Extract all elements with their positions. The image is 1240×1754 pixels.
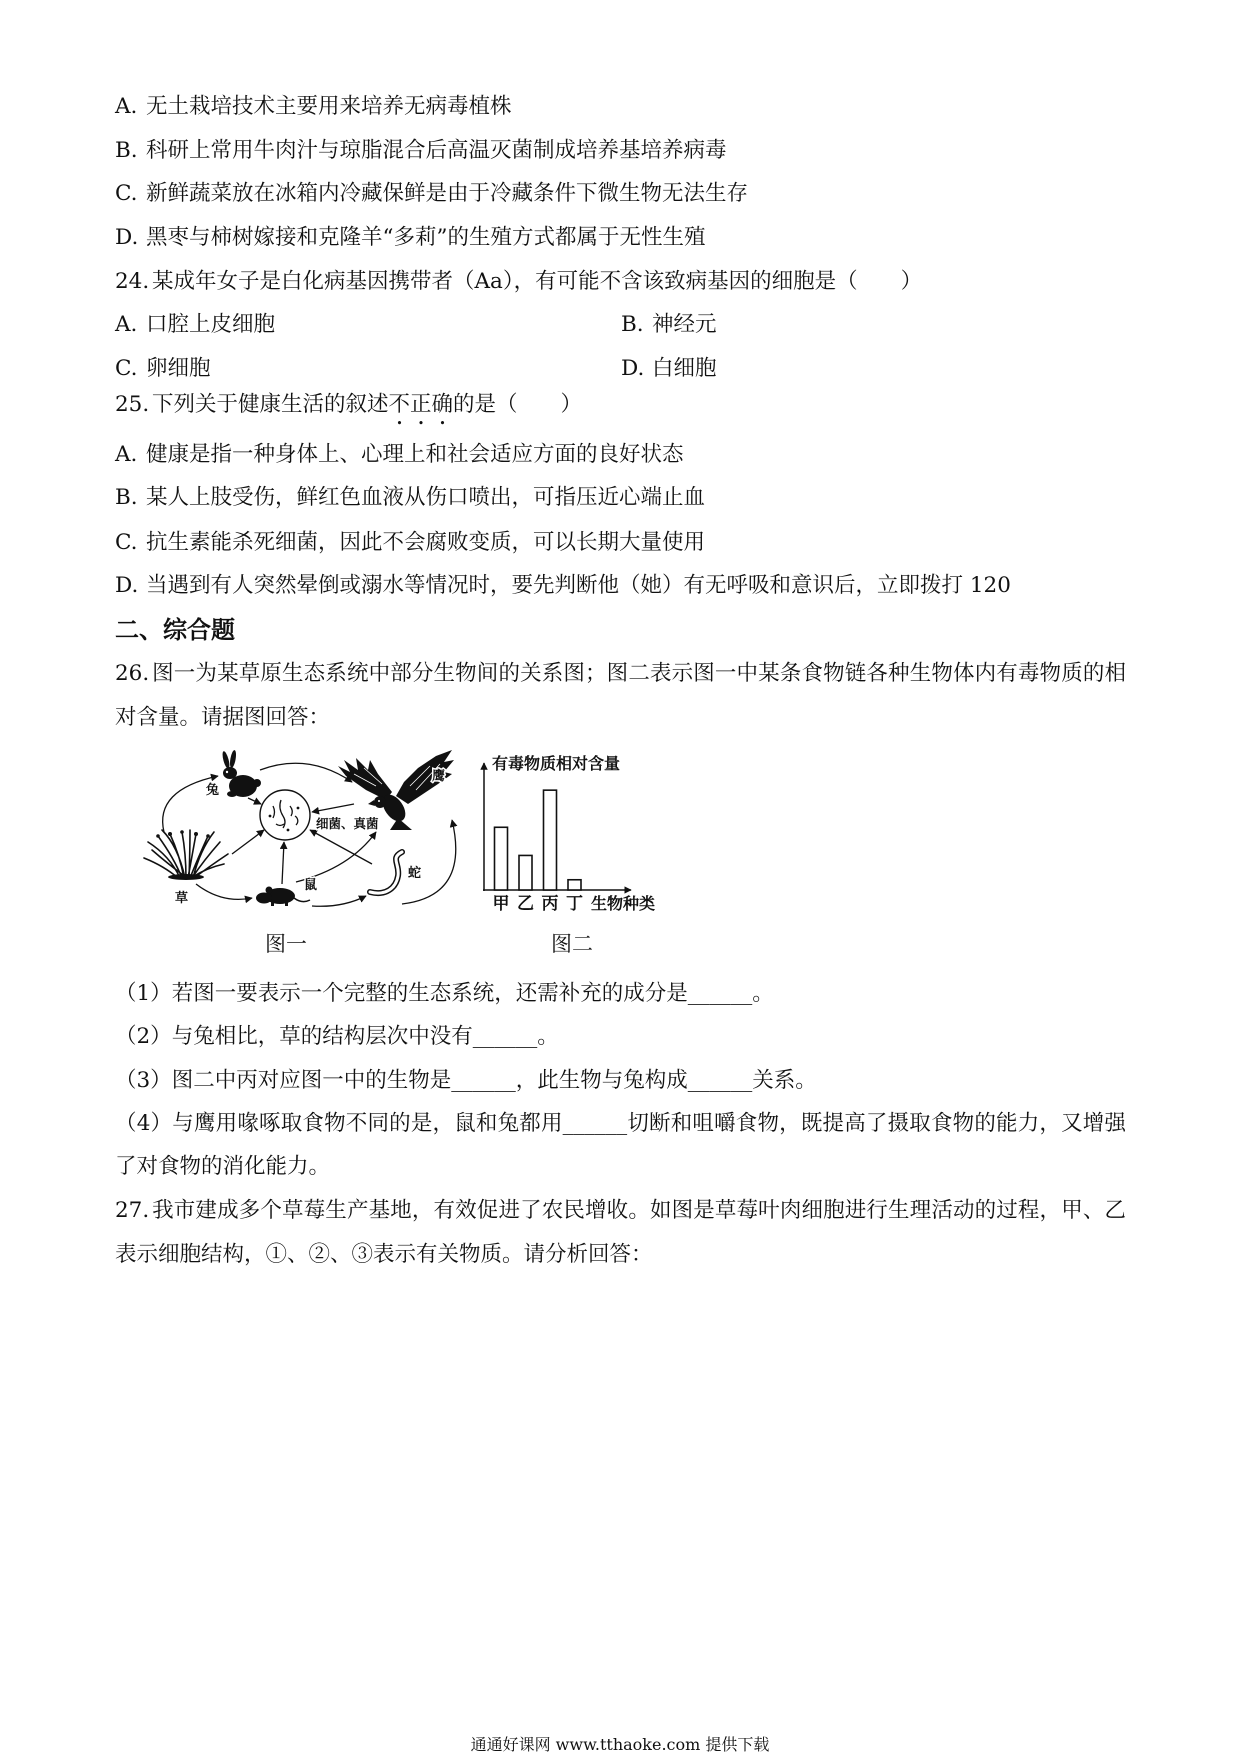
sub-question-label: （2） bbox=[115, 1024, 172, 1049]
q26-stem-line-1 bbox=[115, 661, 1126, 687]
option-label: A. bbox=[115, 94, 138, 119]
decomposers-drawing bbox=[260, 790, 310, 840]
x-tick-label: 丁 bbox=[566, 894, 583, 914]
option-text: 某人上肢受伤，鲜红色血液从伤口喷出，可指压近心端止血 bbox=[146, 485, 706, 510]
q24-option-d bbox=[621, 356, 717, 382]
option-label: D. bbox=[115, 225, 139, 250]
arrow-mouse-to-decomposers bbox=[282, 842, 284, 884]
section-title: 二、综合题 bbox=[115, 615, 235, 644]
question-number: 26. bbox=[115, 661, 150, 686]
x-tick-label: 丙 bbox=[541, 894, 559, 914]
sub-question-text: 图二中丙对应图一中的生物是______，此生物与兔构成______关系。 bbox=[171, 1068, 817, 1093]
sub-question-label: （3） bbox=[115, 1068, 172, 1093]
bar-2 bbox=[519, 855, 532, 890]
question-number: 25. bbox=[115, 392, 150, 417]
q26-sub-4-line-2: 了对食物的消化能力。 bbox=[115, 1154, 331, 1179]
option-label: A. bbox=[115, 312, 138, 337]
option-text: 新鲜蔬菜放在冰箱内冷藏保鲜是由于冷藏条件下微生物无法生存 bbox=[146, 181, 749, 206]
question-text: 某成年女子是白化病基因携带者（Aa），有可能不含该致病基因的细胞是（ ） bbox=[152, 269, 923, 294]
food-web-diagram bbox=[140, 746, 465, 912]
q23-option-d bbox=[115, 225, 706, 251]
q26-sub-4-line-1 bbox=[115, 1111, 1126, 1137]
sub-question-label: （4） bbox=[115, 1111, 173, 1136]
option-text: 神经元 bbox=[652, 312, 717, 337]
chart-marks bbox=[493, 790, 584, 914]
arrow-rabbit-to-eagle bbox=[260, 763, 352, 782]
question-number: 27. bbox=[115, 1198, 150, 1223]
mouse-drawing bbox=[256, 887, 310, 907]
question-text: 下列关于健康生活的叙述 bbox=[152, 392, 389, 417]
option-label: C. bbox=[115, 181, 138, 206]
arrow-mouse-to-eagle bbox=[296, 832, 376, 882]
q27-stem-line-1 bbox=[115, 1198, 1126, 1224]
x-tick-label: 甲 bbox=[492, 894, 510, 914]
option-label: C. bbox=[115, 356, 138, 381]
q23-option-a bbox=[115, 94, 512, 120]
bar-1 bbox=[495, 827, 508, 890]
q24-option-c bbox=[115, 356, 211, 382]
q25-option-d bbox=[115, 573, 1011, 599]
label-snake: 蛇 bbox=[408, 866, 422, 881]
arrow-snake-to-eagle bbox=[402, 820, 456, 904]
arrow-mouse-to-snake bbox=[312, 896, 366, 906]
snake-drawing bbox=[370, 852, 402, 893]
q25-option-c bbox=[115, 530, 705, 556]
option-text: 白细胞 bbox=[652, 356, 717, 381]
option-text: 卵细胞 bbox=[146, 356, 211, 381]
q25-stem bbox=[115, 392, 582, 430]
question-number: 24. bbox=[115, 269, 150, 294]
sub-question-text: 与兔相比，草的结构层次中没有______。 bbox=[171, 1024, 559, 1049]
q27-stem-line-2: 表示细胞结构，①、②、③表示有关物质。请分析回答： bbox=[115, 1242, 653, 1267]
q25-option-b bbox=[115, 485, 705, 511]
q23-option-b bbox=[115, 138, 727, 164]
sub-question-label: （1） bbox=[115, 981, 172, 1006]
arrow-grass-to-mouse bbox=[196, 884, 252, 899]
q24-option-a bbox=[115, 312, 275, 338]
option-label: B. bbox=[621, 312, 644, 337]
option-label: D. bbox=[621, 356, 645, 381]
arrow-grass-to-decomposers bbox=[232, 830, 264, 854]
q25-option-a bbox=[115, 442, 684, 468]
rabbit-drawing bbox=[221, 750, 261, 797]
label-mouse: 鼠 bbox=[304, 878, 318, 893]
q26-sub-1 bbox=[115, 981, 774, 1007]
page-footer: 通通好课网 www.tthaoke.com 提供下载 bbox=[470, 1735, 770, 1754]
arrow-eagle-to-decomposers bbox=[312, 804, 354, 812]
emphasized-text: 不正确 bbox=[388, 392, 454, 417]
option-text: 科研上常用牛肉汁与琼脂混合后高温灭菌制成培养基培养病毒 bbox=[146, 138, 727, 163]
option-label: B. bbox=[115, 138, 138, 163]
toxin-bar-chart bbox=[470, 750, 670, 916]
label-eagle: 鹰 bbox=[432, 769, 446, 784]
option-label: A. bbox=[115, 442, 138, 467]
y-axis-label: 有毒物质相对含量 bbox=[492, 754, 621, 773]
option-text: 抗生素能杀死细菌，因此不会腐败变质，可以长期大量使用 bbox=[146, 530, 706, 555]
option-text: 黑枣与柿树嫁接和克隆羊“多莉”的生殖方式都属于无性生殖 bbox=[146, 225, 706, 250]
question-text: 我市建成多个草莓生产基地，有效促进了农民增收。如图是草莓叶肉细胞进行生理活动的过程，甲、乙 bbox=[152, 1198, 1126, 1223]
x-axis-label: 生物种类 bbox=[591, 894, 656, 913]
q26-stem-line-2: 对含量。请据图回答： bbox=[115, 705, 331, 730]
arrow-rabbit-to-decomposers bbox=[248, 798, 261, 804]
q24-stem bbox=[115, 269, 922, 295]
figure2-caption: 图二 bbox=[551, 932, 593, 956]
option-text: 当遇到有人突然晕倒或溺水等情况时，要先判断他（她）有无呼吸和意识后，立即拨打 120 bbox=[146, 573, 1011, 598]
option-text: 口腔上皮细胞 bbox=[146, 312, 276, 337]
option-label: D. bbox=[115, 573, 139, 598]
bar-3 bbox=[544, 790, 557, 890]
figure1-caption: 图一 bbox=[265, 932, 307, 956]
question-text: 图一为某草原生态系统中部分生物间的关系图；图二表示图一中某条食物链各种生物体内有毒物质的相 bbox=[152, 661, 1126, 686]
option-text: 无土栽培技术主要用来培养无病毒植株 bbox=[146, 94, 512, 119]
q24-option-b bbox=[621, 312, 717, 338]
question-text-end: 的是（ ） bbox=[453, 392, 583, 417]
sub-question-text: 若图一要表示一个完整的生态系统，还需补充的成分是______。 bbox=[171, 981, 774, 1006]
label-grass: 草 bbox=[175, 891, 189, 906]
option-label: C. bbox=[115, 530, 138, 555]
q26-sub-2 bbox=[115, 1024, 559, 1050]
option-text: 健康是指一种身体上、心理上和社会适应方面的良好状态 bbox=[146, 442, 684, 467]
label-rabbit: 兔 bbox=[206, 783, 220, 798]
x-tick-label: 乙 bbox=[517, 894, 534, 914]
option-label: B. bbox=[115, 485, 138, 510]
q23-option-c bbox=[115, 181, 748, 207]
q26-sub-3 bbox=[115, 1068, 817, 1094]
sub-question-text: 与鹰用喙啄取食物不同的是，鼠和兔都用______切断和咀嚼食物，既提高了摄取食物的能力，又增强 bbox=[172, 1111, 1126, 1136]
bar-4 bbox=[568, 880, 581, 890]
label-decomposers: 细菌、真菌 bbox=[316, 816, 379, 831]
grass-drawing bbox=[144, 830, 228, 880]
